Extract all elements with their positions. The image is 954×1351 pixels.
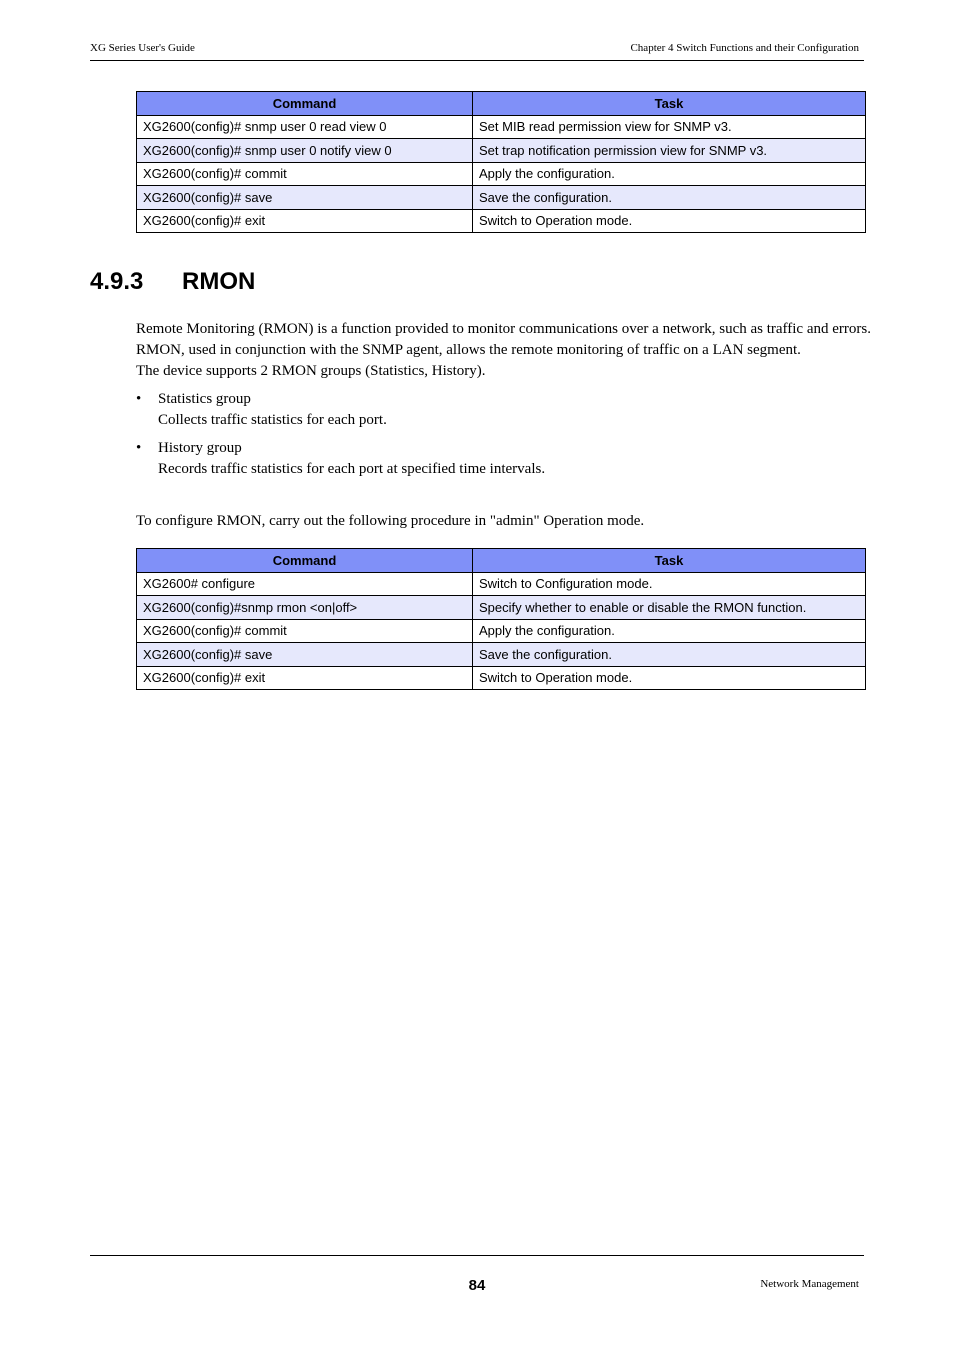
footer-rule — [90, 1255, 864, 1256]
header-chapter-title: Chapter 4 Switch Functions and their Configuration — [630, 42, 859, 54]
command-cell: XG2600(config)#snmp rmon <on|off> — [137, 596, 473, 620]
table-row — [137, 139, 866, 163]
table-row — [137, 619, 866, 643]
task-cell: Apply the configuration. — [473, 619, 866, 643]
column-header-command: Command — [137, 92, 473, 116]
command-cell: XG2600(config)# snmp user 0 read view 0 — [137, 115, 473, 139]
table-header-row — [137, 549, 866, 573]
command-cell: XG2600(config)# commit — [137, 619, 473, 643]
bullet-description: Collects traffic statistics for each port. — [158, 412, 387, 428]
procedure-paragraph: To configure RMON, carry out the following procedure in "admin" Operation mode. — [136, 513, 645, 529]
intro-line: Remote Monitoring (RMON) is a function provided to monitor communications over a network, such as traffic and errors. — [136, 321, 871, 337]
table-header-row — [137, 92, 866, 116]
section-heading — [90, 268, 255, 296]
task-cell: Save the configuration. — [473, 643, 866, 667]
table-row — [137, 572, 866, 596]
list-item — [136, 438, 545, 480]
bullet-icon: • — [136, 440, 142, 456]
command-cell: XG2600(config)# snmp user 0 notify view 0 — [137, 139, 473, 163]
task-cell: Specify whether to enable or disable the RMON function. — [473, 596, 866, 620]
command-cell: XG2600(config)# commit — [137, 162, 473, 186]
command-cell: XG2600(config)# exit — [137, 666, 473, 690]
task-cell: Switch to Operation mode. — [473, 666, 866, 690]
command-cell: XG2600(config)# exit — [137, 209, 473, 233]
task-cell: Apply the configuration. — [473, 162, 866, 186]
task-cell: Set trap notification permission view for SNMP v3. — [473, 139, 866, 163]
command-cell: XG2600(config)# save — [137, 643, 473, 667]
bullet-icon: • — [136, 391, 142, 407]
task-cell: Switch to Configuration mode. — [473, 572, 866, 596]
page-number: 84 — [468, 1277, 486, 1294]
section-number: 4.9.3 — [90, 268, 144, 295]
task-cell: Set MIB read permission view for SNMP v3. — [473, 115, 866, 139]
bullet-title: Statistics group — [158, 391, 251, 407]
command-cell: XG2600(config)# save — [137, 186, 473, 210]
intro-line: RMON, used in conjunction with the SNMP agent, allows the remote monitoring of traffic on a LAN segment. — [136, 342, 801, 358]
table-row — [137, 643, 866, 667]
list-item — [136, 389, 387, 431]
table-row — [137, 666, 866, 690]
table-row — [137, 596, 866, 620]
header-rule — [90, 60, 864, 61]
table-row — [137, 115, 866, 139]
column-header-task: Task — [473, 549, 866, 573]
footer-section-name: Network Management — [760, 1278, 859, 1290]
column-header-command: Command — [137, 549, 473, 573]
section-title: RMON — [182, 268, 256, 295]
table-row — [137, 186, 866, 210]
bullet-description: Records traffic statistics for each port at specified time intervals. — [158, 461, 546, 477]
column-header-task: Task — [473, 92, 866, 116]
intro-line: The device supports 2 RMON groups (Statistics, History). — [136, 363, 486, 379]
command-cell: XG2600# configure — [137, 572, 473, 596]
table-row — [137, 209, 866, 233]
snmp-command-table — [136, 91, 866, 233]
rmon-command-table — [136, 548, 866, 690]
header-doc-title: XG Series User's Guide — [90, 42, 195, 54]
task-cell: Save the configuration. — [473, 186, 866, 210]
intro-paragraph — [136, 319, 876, 382]
task-cell: Switch to Operation mode. — [473, 209, 866, 233]
table-row — [137, 162, 866, 186]
bullet-title: History group — [158, 440, 242, 456]
